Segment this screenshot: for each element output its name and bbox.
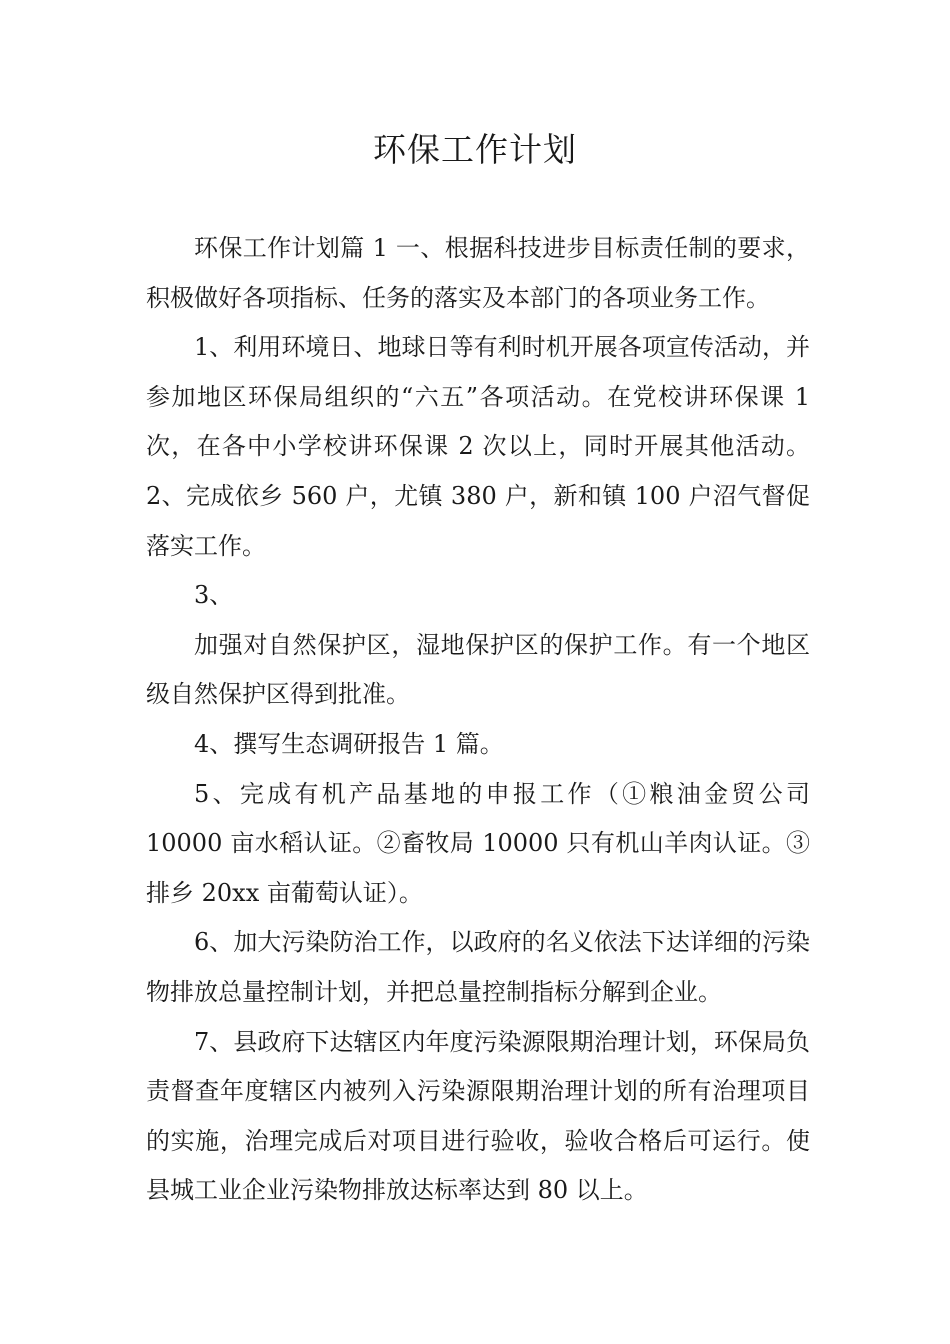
paragraph: 6、加大污染防治工作，以政府的名义依法下达详细的污染物排放总量控制计划，并把总量控制指标分解到企业。 [146,928,810,1006]
paragraph: 环保工作计划篇 1 一、根据科技进步目标责任制的要求，积极做好各项指标、任务的落实及本部门的各项业务工作。 [146,234,810,312]
paragraph: 5、完成有机产品基地的申报工作（①粮油金贸公司 10000 亩水稻认证。②畜牧局 10000 只有机山羊肉认证。③排乡 20xx 亩葡萄认证）。 [146,779,810,907]
paragraph: 加强对自然保护区，湿地保护区的保护工作。有一个地区级自然保护区得到批准。 [146,630,810,709]
paragraph: 3、 [194,581,234,610]
paragraph: 1、利用环境日、地球日等有利时机开展各项宣传活动，并参加地区环保局组织的“六五”各项活动。在党校讲环保课 1 次，在各中小学校讲环保课 2 次以上，同时开展其他活动。2、完成依乡 560 户，尤镇 380 户，新和镇 100 户沼气督促落实工作。 [146,333,810,560]
paragraph: 4、撰写生态调研报告 1 篇。 [194,729,504,758]
document-body [146,224,810,1216]
paragraph: 7、县政府下达辖区内年度污染源限期治理计划，环保局负责督查年度辖区内被列入污染源限期治理计划的所有治理项目的实施，治理完成后对项目进行验收，验收合格后可运行。使县城工业企业污染物排放达标率达到 80 以上。 [146,1027,810,1205]
page-title: 环保工作计划 [373,130,577,169]
